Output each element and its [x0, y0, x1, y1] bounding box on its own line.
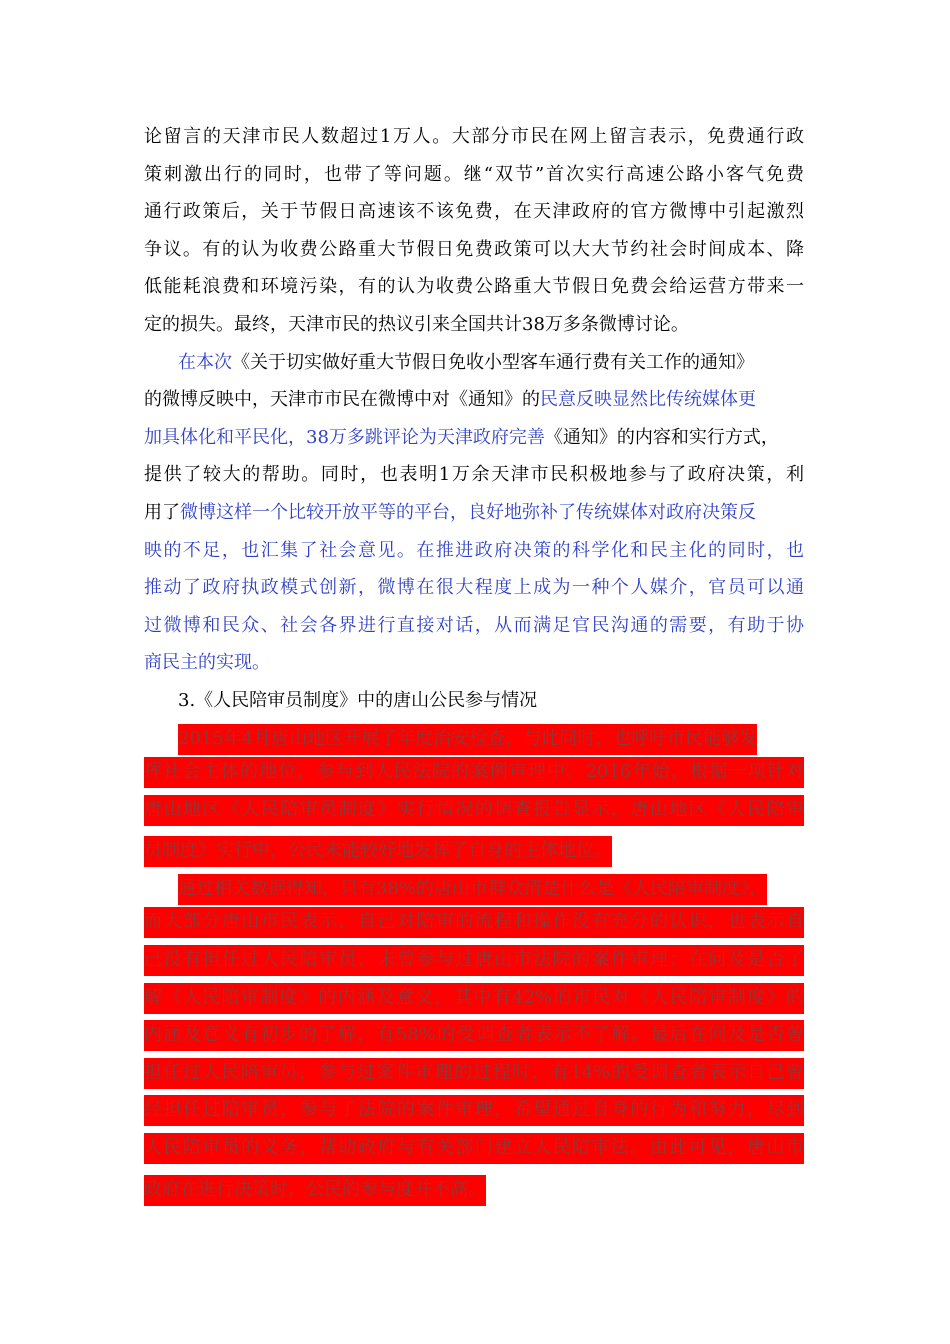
highlighted-line: 政府在进行决策时，公民的参与度并不高。	[144, 1175, 486, 1206]
text-line: 提供了较大的帮助。同时，也表明1万余天津市民积极地参与了政府决策，利	[144, 464, 804, 486]
paragraph-2	[144, 344, 804, 682]
paragraph-1	[144, 118, 804, 344]
blue-text-span: 微博这样一个比较开放平等的平台，良好地弥补了传统媒体对政府决策反	[180, 501, 756, 523]
text-span: 用了	[144, 501, 180, 523]
blue-text-line: 映的不足，也汇集了社会意见。在推进政府决策的科学化和民主化的同时，也	[144, 539, 804, 561]
section-heading-line	[144, 682, 804, 720]
blue-text-line: 推动了政府执政模式创新，微博在很大程度上成为一种个人媒介，官员可以通	[144, 577, 804, 599]
highlighted-line: 人民陪审员的义务，帮助政府与有关部门建立人民陪审法。由此可见，唐山市	[144, 1133, 804, 1164]
blue-text-line: 商民主的实现。	[144, 652, 270, 674]
blue-text-line: 过微博和民众、社会各界进行直接对话，从而满足官民沟通的需要，有助于协	[144, 614, 804, 636]
highlighted-line: 员制度》实行中，公民未能较好地发挥了自身的主体地位。	[144, 836, 612, 867]
text-line: 定的损失。最终，天津市民的热议引来全国共计38万多条微博讨论。	[144, 313, 689, 335]
highlighted-line: 经担任过陪审员，参与了法院的案件审理，希望通过自身的行为和努力，尽到	[144, 1095, 804, 1126]
text-line: 争议。有的认为收费公路重大节假日免费政策可以大大节约社会时间成本、降	[144, 238, 804, 260]
highlighted-line: 内涵及意义有初步的了解，有58%的受调查者表示不了解。最后在问及是否曾	[144, 1020, 804, 1051]
blue-text-span: 在本次	[178, 351, 232, 373]
highlighted-line: 解《人民陪审制度》的内涵及意义，其中有42%的市民对《人民陪审制度》的	[144, 983, 804, 1014]
section-heading: 3.《人民陪审员制度》中的唐山公民参与情况	[178, 689, 538, 711]
highlighted-line: 通过相关数据得知，只有38%的唐山市群众清楚什么是《人民陪审制度》，	[178, 874, 767, 905]
highlighted-line: 唐山地区《人民陪审员制度》实行情况的调查报告显示，唐山地区《人民陪审	[144, 795, 804, 826]
text-line: 策刺激出行的同时，也带了等问题。继“双节”首次实行高速公路小客气免费	[144, 163, 804, 185]
highlighted-paragraph-3	[144, 720, 804, 870]
text-span: 的微博反映中，天津市市民在微博中对《通知》的	[144, 389, 540, 411]
text-span: 《关于切实做好重大节假日免收小型客车通行费有关工作的通知》	[232, 351, 754, 373]
highlighted-paragraph-4	[144, 870, 804, 1208]
text-line: 论留言的天津市民人数超过1万人。大部分市民在网上留言表示，免费通行政	[144, 126, 804, 147]
blue-text-span: 民意反映显然比传统媒体更	[540, 389, 756, 411]
highlighted-line: 担任过人民陪审员，参与过案件审理的过程时，有14%的受调查者表示自己曾	[144, 1058, 804, 1089]
highlighted-line: 己没有担任过人民陪审员，未曾参与过唐山市法院的案件审理；在问及是否了	[144, 945, 804, 976]
blue-text-span: 加具体化和平民化，38万多跳评论为天津政府完善	[144, 426, 545, 448]
text-span: 《通知》的内容和实行方式，	[544, 426, 779, 448]
highlighted-line: 挥社会主体的地位，参与到人民法院的案例审理中。2016年始，根据一项针对	[144, 757, 804, 788]
text-line: 通行政策后，关于节假日高速该不该免费，在天津政府的官方微博中引起激烈	[144, 201, 804, 223]
highlighted-line: 2015年4月唐山地区开展了年度治安检查，与此同时，也呼吁市民能够发	[178, 724, 757, 755]
document-page	[144, 118, 804, 1208]
text-line: 低能耗浪费和环境污染，有的认为收费公路重大节假日免费会给运营方带来一	[144, 276, 804, 298]
highlighted-line: 而大部分唐山市民表示，自己对陪审的流程和操作没有充分的认识，也表示自	[144, 907, 804, 938]
